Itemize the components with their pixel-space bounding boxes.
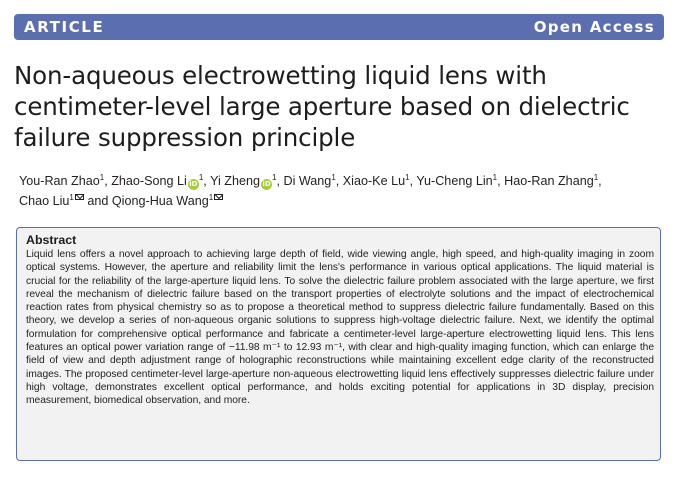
affiliation-marker: 1 — [99, 173, 105, 182]
abstract-heading: Abstract — [26, 233, 77, 247]
email-icon[interactable] — [214, 194, 223, 200]
email-icon[interactable] — [75, 194, 84, 200]
article-type-label: ARTICLE — [24, 18, 105, 36]
author-name[interactable]: You-Ran Zhao — [19, 174, 100, 188]
orcid-icon[interactable]: iD — [262, 180, 271, 188]
affiliation-marker: 1 — [593, 173, 599, 182]
affiliation-marker: 1 — [198, 173, 204, 182]
affiliation-marker: 1 — [69, 193, 74, 202]
author-conjunction: and — [87, 194, 109, 208]
author-name[interactable]: Zhao-Song Li — [111, 174, 187, 188]
paper-title: Non-aqueous electrowetting liquid lens with centimeter-level large aperture based on dielectric failure suppression principle — [14, 61, 630, 152]
affiliation-marker: 1 — [272, 173, 277, 182]
article-banner — [14, 14, 664, 40]
affiliation-marker: 1 — [405, 173, 410, 182]
open-access-label: Open Access — [533, 18, 655, 36]
affiliation-marker: 1 — [208, 193, 214, 202]
abstract-box — [16, 227, 661, 461]
author-name[interactable]: Yi Zheng — [210, 174, 261, 188]
affiliation-marker: 1 — [331, 173, 336, 182]
author-name[interactable]: Hao-Ran Zhang — [504, 174, 594, 188]
author-name[interactable]: Yu-Cheng Lin — [416, 174, 493, 188]
affiliation-marker: 1 — [492, 173, 498, 182]
author-name[interactable]: Qiong-Hua Wang — [111, 194, 209, 208]
orcid-icon[interactable]: iD — [189, 180, 198, 188]
author-name[interactable]: Xiao-Ke Lu — [342, 174, 406, 188]
author-name[interactable]: Di Wang — [283, 174, 332, 188]
author-list: You-Ran Zhao$^1$, Zhao-Song Li $iD^1$, Yi Zheng $iD^1$, Di Wang$^1$, Xiao-Ke Lu$^1$, Yu-Cheng Lin$^1$, Hao-Ran Zhang$^1$, Chao Liu$^1$ and Qiong-Hua Wang$^1$ — [19, 173, 602, 208]
author-name[interactable]: Chao Liu — [19, 194, 70, 208]
abstract-text: Liquid lens offers a novel approach to achieving large depth of field, wide viewing angle, high speed, and high-quality imaging in zoom optical systems. However, the aperture and reliability limit the lens's performance in various optical applications. The liquid material is crucial for the reliability of the large-aperture liquid lens. To solve the dielectric failure problem associated with the large aperture, we first reveal the mechanism of dielectric failure based on the transport properties of electrolyte solutions and the impact of electrochemical reaction rates from physical chemistry so as to propose a theoretical method to suppress dielectric failure fundamentally. Based on this theory, we develop a series of non-aqueous organic solutions to suppress high-voltage dielectric failure. Next, we identify the optimal formulation for comprehensive optical performance and fabricate a centimeter-level large-aperture electrowetting liquid lens. This lens features an optical power variation range of −11.98 m⁻¹ to 12.93 m⁻¹, with clear and high-quality imaging function, which can enlarge the field of view and depth adjustment range of holographic reconstructions while maintaining excellent edge clarity of the reconstructed images. The proposed centimeter-level large-aperture non-aqueous electrowetting liquid lens effectively suppresses dielectric failure under high voltage, demonstrates excellent optical performance, and holds exciting potential for applications in 3D display, precision measurement, biomedical observation, and more. — [26, 249, 654, 407]
